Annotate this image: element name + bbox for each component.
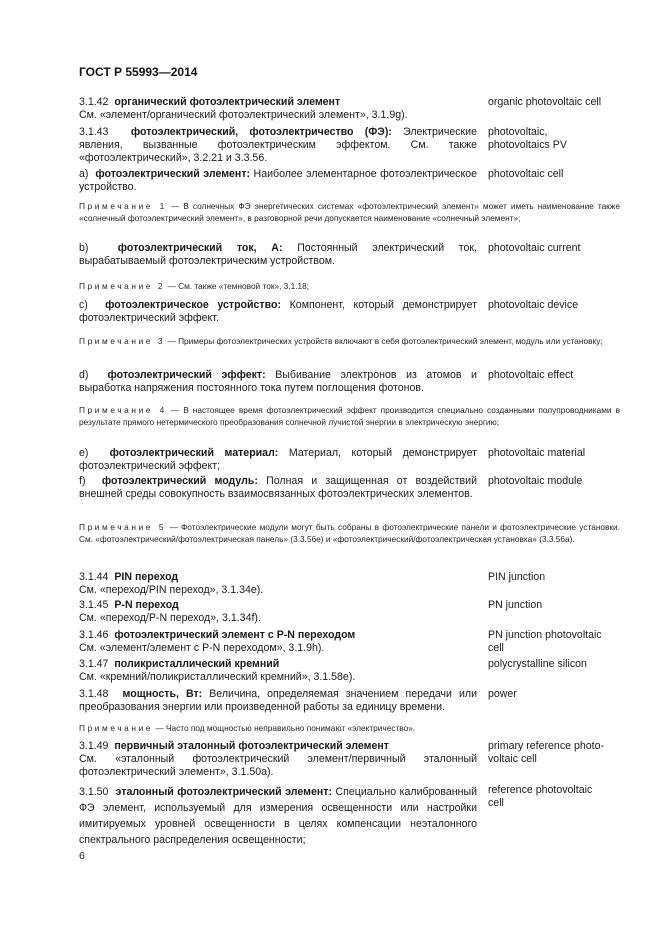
english-equivalent: photovoltaic current bbox=[488, 242, 581, 254]
term-name: фотоэлектрический элемент: bbox=[95, 168, 251, 180]
english-equivalent: photovoltaic cell bbox=[488, 168, 564, 180]
english-equivalent: organic photovoltaic cell bbox=[488, 96, 602, 108]
term-name: фотоэлектрический эффект: bbox=[107, 369, 266, 381]
english-equivalent: polycrystalline silicon bbox=[488, 658, 587, 670]
english-equivalent: reference photovoltaic cell bbox=[488, 784, 593, 809]
term-name: фотоэлектрический элемент с P-N переходом bbox=[114, 629, 356, 641]
note: Примечание 4 — В настоящее время фотоэлектрический эффект производится специально созданными полупроводниками в результате прямого нетермического преобразования солнечной лучистой энергии в электрическую энергию; bbox=[79, 405, 620, 427]
english-equivalent: PN junction photovoltaic cell bbox=[488, 629, 602, 654]
term-name: первичный эталонный фотоэлектрический элемент bbox=[114, 740, 389, 752]
term-name: фотоэлектрическое устройство: bbox=[105, 299, 281, 311]
document-header: ГОСТ Р 55993—2014 bbox=[79, 65, 198, 79]
note: Примечание 5 — Фотоэлектрические модули могут быть собраны в фотоэлектрические панели и фотоэлектрические установки. См. «фотоэлектрический/фотоэлектрическая панель» (3.3.56e) и «фотоэлектрический/фотоэлектрическая установка» (3.3.56a). bbox=[79, 522, 620, 544]
term-name: эталонный фотоэлектрический элемент: bbox=[115, 786, 332, 798]
english-equivalent: photovoltaic, photovoltaics PV bbox=[488, 126, 567, 151]
english-equivalent: power bbox=[488, 688, 517, 700]
english-equivalent: PN junction bbox=[488, 599, 543, 611]
term-name: PIN переход bbox=[114, 571, 179, 583]
english-equivalent: photovoltaic material bbox=[488, 447, 586, 459]
note: Примечание 3 — Примеры фотоэлектрических устройств включают в себя фотоэлектрический элемент, модуль или установку; bbox=[79, 336, 603, 346]
english-equivalent: primary reference photo- voltaic cell bbox=[488, 740, 604, 765]
english-equivalent: PIN junction bbox=[488, 571, 546, 583]
page-number: 6 bbox=[79, 850, 85, 862]
term-name: мощность, Вт: bbox=[122, 688, 203, 700]
note: Примечание 2 — См. также «темновой ток», 3.1.18; bbox=[79, 281, 310, 291]
term-name: фотоэлектрический материал: bbox=[109, 447, 279, 459]
term-name: P-N переход bbox=[114, 599, 179, 611]
english-equivalent: photovoltaic device bbox=[488, 299, 579, 311]
english-equivalent: photovoltaic effect bbox=[488, 369, 574, 381]
term-name: фотоэлектрический ток, А: bbox=[117, 242, 283, 254]
term-name: органический фотоэлектрический элемент bbox=[114, 96, 341, 108]
note: Примечание — Часто под мощностью неправильно понимают «электричество». bbox=[79, 723, 416, 733]
term-name: фотоэлектрический модуль: bbox=[101, 475, 258, 487]
term-name: поликристаллический кремний bbox=[114, 658, 280, 670]
english-equivalent: photovoltaic module bbox=[488, 475, 583, 487]
note: Примечание 1 — В солнечных ФЭ энергетических системах «фотоэлектрический элемент» может иметь наименование также «солнечный фотоэлектрический элемент», в разговорной речи допускается наименование «солнечный элемент»; bbox=[79, 201, 620, 223]
term-name: фотоэлектрический, фотоэлектричество (ФЭ): bbox=[130, 126, 392, 138]
